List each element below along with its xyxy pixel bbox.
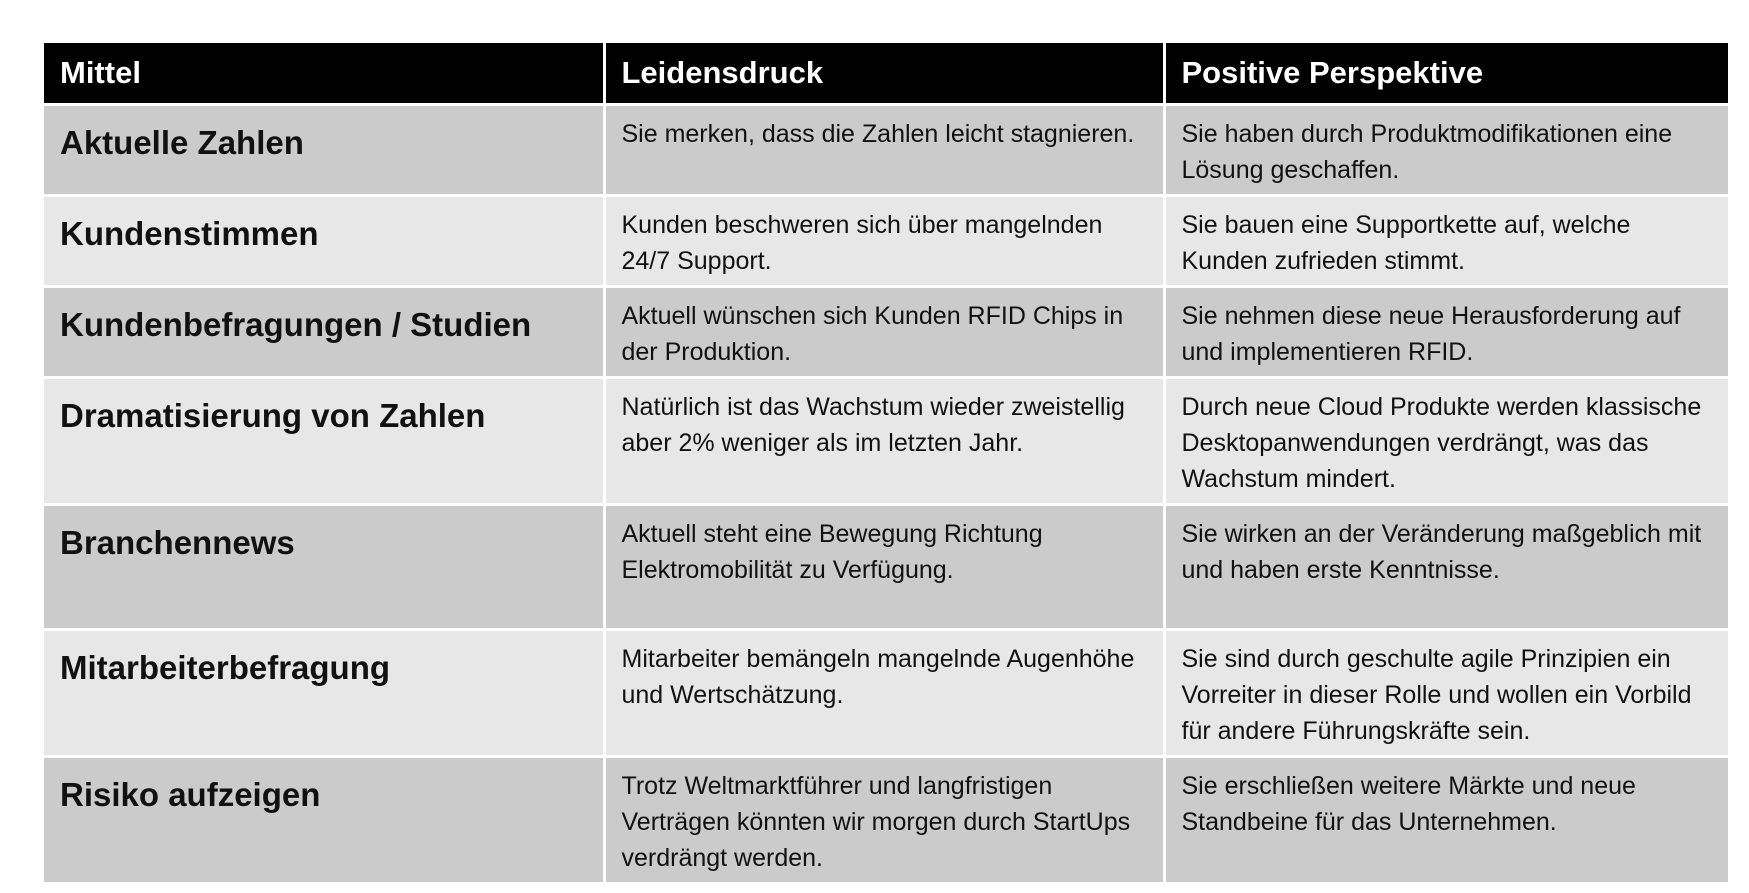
- header-leidensdruck: Leidensdruck: [604, 43, 1164, 104]
- table-header-row: [44, 43, 1728, 104]
- cell-perspektive: Sie haben durch Produktmodifikationen eine Lösung geschaffen.: [1164, 104, 1728, 195]
- cell-leidensdruck: Sie merken, dass die Zahlen leicht stagnieren.: [604, 104, 1164, 195]
- cell-leidensdruck: Kunden beschweren sich über mangelnden 24/7 Support.: [604, 195, 1164, 286]
- cell-perspektive: Durch neue Cloud Produkte werden klassische Desktopanwendungen verdrängt, was das Wachstum mindert.: [1164, 377, 1728, 504]
- cell-leidensdruck: Mitarbeiter bemängeln mangelnde Augenhöhe und Wertschätzung.: [604, 629, 1164, 756]
- table-row: [44, 377, 1728, 504]
- cell-mittel: Kundenstimmen: [44, 195, 604, 286]
- table-row: [44, 629, 1728, 756]
- table-row: [44, 286, 1728, 377]
- comparison-table: [44, 43, 1728, 885]
- cell-mittel: Branchennews: [44, 504, 604, 629]
- header-positive-perspektive: Positive Perspektive: [1164, 43, 1728, 104]
- cell-perspektive: Sie erschließen weitere Märkte und neue Standbeine für das Unternehmen.: [1164, 756, 1728, 883]
- cell-leidensdruck: Aktuell wünschen sich Kunden RFID Chips in der Produktion.: [604, 286, 1164, 377]
- table-row: [44, 195, 1728, 286]
- cell-perspektive: Sie bauen eine Supportkette auf, welche Kunden zufrieden stimmt.: [1164, 195, 1728, 286]
- cell-perspektive: Sie nehmen diese neue Herausforderung auf und implementieren RFID.: [1164, 286, 1728, 377]
- cell-mittel: Risiko aufzeigen: [44, 756, 604, 883]
- table-row: [44, 756, 1728, 883]
- cell-perspektive: Sie wirken an der Veränderung maßgeblich mit und haben erste Kenntnisse.: [1164, 504, 1728, 629]
- cell-mittel: Aktuelle Zahlen: [44, 104, 604, 195]
- cell-perspektive: Sie sind durch geschulte agile Prinzipien ein Vorreiter in dieser Rolle und wollen ein Vorbild für andere Führungskräfte sein.: [1164, 629, 1728, 756]
- cell-leidensdruck: Trotz Weltmarktführer und langfristigen Verträgen könnten wir morgen durch StartUps verdrängt werden.: [604, 756, 1164, 883]
- table-row: [44, 104, 1728, 195]
- cell-leidensdruck: Natürlich ist das Wachstum wieder zweistellig aber 2% weniger als im letzten Jahr.: [604, 377, 1164, 504]
- cell-mittel: Dramatisierung von Zahlen: [44, 377, 604, 504]
- comparison-table-container: [44, 43, 1728, 885]
- cell-mittel: Kundenbefragungen / Studien: [44, 286, 604, 377]
- cell-mittel: Mitarbeiterbefragung: [44, 629, 604, 756]
- table-row: [44, 504, 1728, 629]
- header-mittel: Mittel: [44, 43, 604, 104]
- cell-leidensdruck: Aktuell steht eine Bewegung Richtung Elektromobilität zu Verfügung.: [604, 504, 1164, 629]
